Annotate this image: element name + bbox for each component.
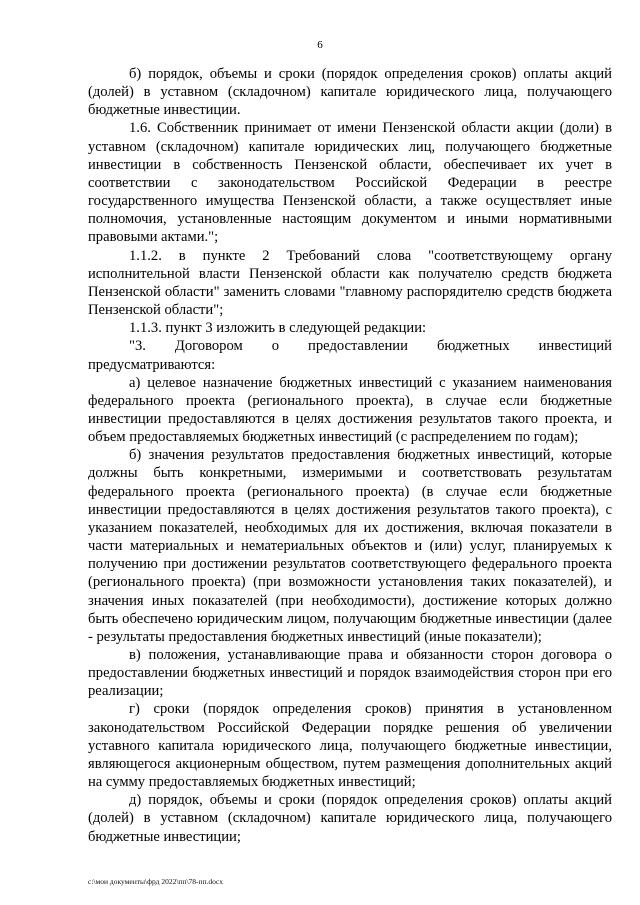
document-body — [88, 65, 612, 846]
footer-file-path: c:\мои документы\фрд 2022\пп\78-пп.docx — [88, 877, 223, 886]
paragraph-item-g: г) сроки (порядок определения сроков) принятия в установленном законодательством Российской Федерации порядке решения об увеличении уставного капитала юридического лица, получающего бюджетные инвестиции, являющегося акционерным обществом, путем размещения дополнительных акций на сумму предоставляемых бюджетных инвестиций; — [88, 701, 612, 791]
paragraph-item-v: в) положения, устанавливающие права и обязанности сторон договора о предоставлении бюджетных инвестиций и порядок взаимодействия сторон при его реализации; — [88, 647, 612, 700]
paragraph-1-1-2: 1.1.2. в пункте 2 Требований слова "соответствующему органу исполнительной власти Пензенской области как получателю средств бюджета Пензенской области" заменить словами "главному распорядителю средств бюджета Пензенской области"; — [88, 247, 612, 319]
paragraph-item-a: а) целевое назначение бюджетных инвестиций с указанием наименования федерального проекта (регионального проекта), в случае если бюджетные инвестиции предоставляются в целях достижения результатов такого проекта, и объем предоставляемых бюджетных инвестиций (с распределением по годам); — [88, 374, 612, 446]
paragraph-1-1-3: 1.1.3. пункт 3 изложить в следующей редакции: — [129, 320, 427, 337]
page-number: 6 — [317, 39, 323, 51]
paragraph-1-6-owner: 1.6. Собственник принимает от имени Пензенской области акции (доли) в уставном (складочном) капитале юридических лиц, получающего бюджетные инвестиции в собственность Пензенской области, обеспечивает их учет в соответствии с законодательством Российской Федерации в реестре государственного имущества Пензенской области, а также осуществляет иные полномочия, установленные настоящим документом и иными нормативными правовыми актами."; — [88, 120, 612, 246]
paragraph-item-b-results: б) значения результатов предоставления бюджетных инвестиций, которые должны быть конкретными, измеримыми и соответствовать результатам федерального проекта (регионального проекта) (в случае если бюджетные инвестиции предоставляются в целях достижения результатов такого проекта), с указанием показателей, необходимых для их достижения, включая показатели в части материальных и нематериальных объектов и (или) услуг, планируемых к получению при достижении результатов соответствующего федерального проекта (регионального проекта) (при возможности установления таких показателей), и значения иных показателей (при необходимости), достижение которых должно быть обеспечено юридическим лицом, получающим бюджетные инвестиции (далее - результаты предоставления бюджетных инвестиций (иные показатели); — [88, 447, 612, 645]
paragraph-item-d: д) порядок, объемы и сроки (порядок определения сроков) оплаты акций (долей) в уставном (складочном) капитале юридического лица, получающего бюджетные инвестиции; — [88, 792, 612, 845]
paragraph-3-contract: "3. Договором о предоставлении бюджетных инвестиций предусматриваются: — [88, 338, 612, 373]
paragraph-item-b-payment: б) порядок, объемы и сроки (порядок определения сроков) оплаты акций (долей) в уставном (складочном) капитале юридического лица, получающего бюджетные инвестиции. — [88, 66, 612, 119]
